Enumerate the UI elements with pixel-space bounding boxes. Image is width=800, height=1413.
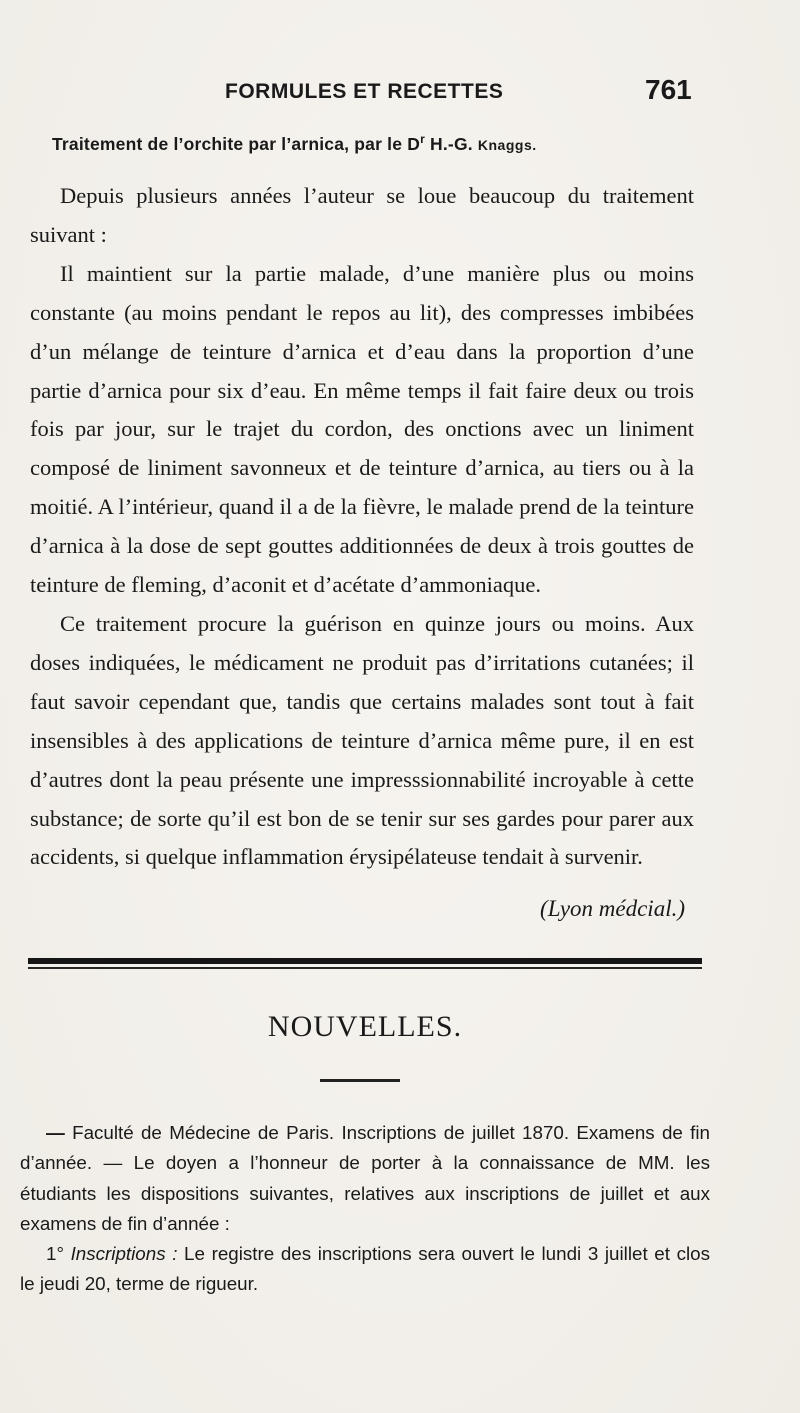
news-paragraph-text: Faculté de Médecine de Paris. Inscriptions de juillet 1870. Examens de fin d’année. — Le doyen a l’honneur de porter à la connaissance de MM. les étudiants les dispositions suivantes, relatives aux inscriptions de juillet et aux examens de fin d’année : xyxy=(20,1122,710,1234)
section-divider-thin xyxy=(28,967,702,969)
news-item-1 xyxy=(20,1239,710,1300)
news-paragraph-1 xyxy=(20,1118,710,1239)
running-title: FORMULES ET RECETTES xyxy=(225,80,504,103)
news-item-label: Inscriptions : xyxy=(70,1243,178,1265)
heading-author: Knaggs. xyxy=(477,136,537,153)
section-title-rule xyxy=(320,1079,400,1082)
page-number: 761 xyxy=(645,74,692,105)
section-divider-thick xyxy=(28,958,702,964)
section-title: NOUVELLES. xyxy=(267,1010,463,1043)
heading-initials: H.-G. xyxy=(424,133,478,154)
article-paragraph-1: Depuis plusieurs années l’auteur se loue beaucoup du traitement suivant : xyxy=(30,183,694,247)
article-body xyxy=(30,177,694,877)
heading-superscript: r xyxy=(420,132,425,146)
news-item-text: Le registre des inscriptions sera ouvert le lundi 3 juillet et clos le jeudi 20, terme de rigueur. xyxy=(20,1243,710,1295)
article-paragraph-3: Ce traitement procure la guérison en quinze jours ou moins. Aux doses indiquées, le médicament ne produit pas d’irritations cutanées; il faut savoir cependant que, tandis que certains malades sont tout à fait insensibles à des applications de teinture d’arnica même pure, il en est d’autres dont la peau présente une impresssionnabilité incroyable à cette substance; de sorte qu’il est bon de se tenir sur ses gardes pour parer aux accidents, si quelque inflammation érysipélateuse tendait à survenir. xyxy=(30,610,694,870)
article-source: (Lyon médcial.) xyxy=(540,896,685,921)
news-body xyxy=(20,1118,710,1300)
news-item-number: 1° xyxy=(46,1243,71,1265)
heading-prefix: Traitement de l’orchite par l’arnica, par le D xyxy=(52,133,421,154)
article-paragraph-2: Il maintient sur la partie malade, d’une manière plus ou moins constante (au moins pendant le repos au lit), des compresses imbibées d’un mélange de teinture d’arnica et d’eau dans la proportion d’une partie d’arnica pour six d’eau. En même temps il fait faire deux ou trois fois par jour, sur le trajet du cordon, des onctions avec un liniment composé de liniment savonneux et de teinture d’arnica, au tiers ou à la moitié. A l’intérieur, quand il a de la fièvre, le malade prend de la teinture d’arnica à la dose de sept gouttes additionnées de deux à trois gouttes de teinture de fleming, d’aconit et d’acétate d’ammoniaque. xyxy=(30,260,694,598)
news-dash: — xyxy=(46,1122,65,1143)
running-head xyxy=(0,74,800,114)
article-heading xyxy=(52,132,752,155)
